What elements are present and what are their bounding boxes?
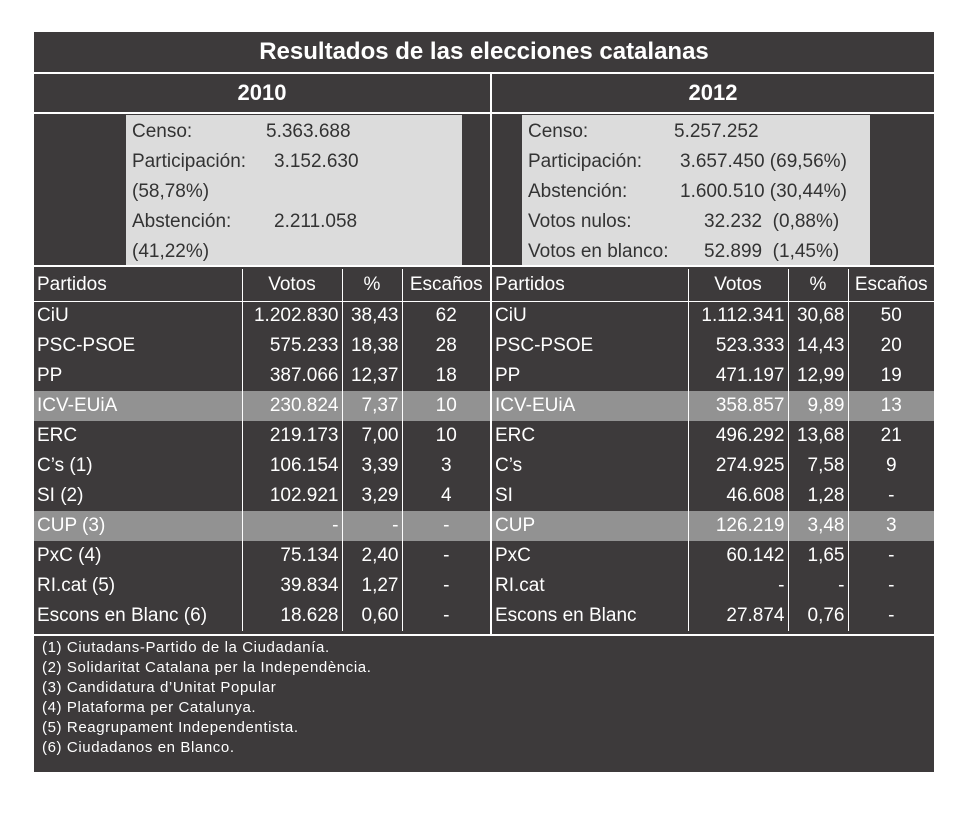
censo-value-2012: 5.257.252 bbox=[674, 121, 759, 142]
column-header: Votos bbox=[688, 269, 788, 301]
table-row bbox=[492, 301, 934, 331]
votes: 1.202.830 bbox=[242, 301, 342, 331]
censo-value-2010: 5.363.688 bbox=[266, 121, 351, 142]
votes: 60.142 bbox=[688, 541, 788, 571]
table-row bbox=[34, 301, 490, 331]
votes: 39.834 bbox=[242, 571, 342, 601]
percent: 7,58 bbox=[788, 451, 848, 481]
seats: - bbox=[443, 545, 450, 566]
seats: 19 bbox=[880, 365, 902, 386]
table-row bbox=[34, 481, 490, 511]
percent: 12,99 bbox=[788, 361, 848, 391]
table-row bbox=[34, 511, 490, 541]
percent: - bbox=[788, 571, 848, 601]
party-name: PP bbox=[34, 361, 242, 391]
votes: - bbox=[688, 571, 788, 601]
footnote: (3) Candidatura d’Unitat Popular bbox=[42, 679, 277, 696]
table-row bbox=[34, 391, 490, 421]
seats: 18 bbox=[435, 365, 457, 386]
percent: 7,00 bbox=[342, 421, 402, 451]
votes: 230.824 bbox=[242, 391, 342, 421]
seats: 10 bbox=[435, 425, 457, 446]
seats: 4 bbox=[440, 485, 452, 506]
abstencion-label-2012: Abstención: bbox=[528, 181, 628, 202]
column-header: Escaños bbox=[848, 269, 934, 301]
column-header: Partidos bbox=[492, 269, 688, 301]
percent: 30,68 bbox=[788, 301, 848, 331]
participacion-value-2010: 3.152.630 bbox=[274, 151, 359, 172]
seats: 3 bbox=[848, 511, 934, 541]
table-header-row bbox=[492, 269, 934, 301]
percent: 0,60 bbox=[342, 601, 402, 631]
party-name: CUP bbox=[492, 511, 688, 541]
year-2010-header: 2010 bbox=[34, 74, 490, 114]
table-row bbox=[34, 421, 490, 451]
party-name: SI bbox=[492, 481, 688, 511]
party-name: CiU bbox=[34, 301, 242, 331]
table-header-row bbox=[34, 269, 490, 301]
table-row bbox=[34, 361, 490, 391]
percent: - bbox=[342, 511, 402, 541]
votes: 575.233 bbox=[242, 331, 342, 361]
table-row bbox=[492, 601, 934, 631]
votes: 46.608 bbox=[688, 481, 788, 511]
votes: 219.173 bbox=[242, 421, 342, 451]
abstencion-pct-2010: (41,22%) bbox=[132, 241, 210, 262]
nulos-label-2012: Votos nulos: bbox=[528, 211, 632, 232]
table-row bbox=[492, 571, 934, 601]
percent: 3,48 bbox=[788, 511, 848, 541]
votes: 126.219 bbox=[688, 511, 788, 541]
results-table-2012 bbox=[492, 269, 934, 631]
percent: 7,37 bbox=[342, 391, 402, 421]
table-row bbox=[492, 391, 934, 421]
censo-label-2012: Censo: bbox=[528, 121, 589, 142]
seats: 3 bbox=[440, 455, 452, 476]
percent: 14,43 bbox=[788, 331, 848, 361]
party-name: CUP (3) bbox=[34, 511, 242, 541]
column-header: % bbox=[342, 269, 402, 301]
percent: 38,43 bbox=[342, 301, 402, 331]
blanco-label-2012: Votos en blanco: bbox=[528, 241, 669, 262]
percent: 1,27 bbox=[342, 571, 402, 601]
table-row bbox=[34, 541, 490, 571]
party-name: Escons en Blanc (6) bbox=[34, 601, 242, 631]
seats: 10 bbox=[402, 391, 490, 421]
percent: 3,29 bbox=[342, 481, 402, 511]
footnote: (4) Plataforma per Catalunya. bbox=[42, 699, 257, 716]
votes: 274.925 bbox=[688, 451, 788, 481]
blanco-value-2012: 52.899 (1,45%) bbox=[704, 241, 840, 262]
votes: - bbox=[242, 511, 342, 541]
seats: 62 bbox=[435, 305, 457, 327]
footnote: (1) Ciutadans-Partido de la Ciudadanía. bbox=[42, 639, 330, 656]
seats: 13 bbox=[848, 391, 934, 421]
party-name: CiU bbox=[492, 301, 688, 331]
percent: 3,39 bbox=[342, 451, 402, 481]
footnote: (6) Ciudadanos en Blanco. bbox=[42, 739, 235, 756]
seats: 21 bbox=[880, 425, 902, 446]
info-2010 bbox=[126, 115, 462, 265]
party-name: SI (2) bbox=[34, 481, 242, 511]
column-header: Votos bbox=[242, 269, 342, 301]
votes: 102.921 bbox=[242, 481, 342, 511]
divider-line bbox=[34, 265, 934, 267]
seats: - bbox=[402, 511, 490, 541]
seats: - bbox=[888, 605, 895, 626]
abstencion-value-2012: 1.600.510 (30,44%) bbox=[680, 181, 847, 202]
results-board bbox=[34, 32, 934, 772]
table-row bbox=[34, 451, 490, 481]
party-name: PSC-PSOE bbox=[34, 331, 242, 361]
party-name: C’s (1) bbox=[34, 451, 242, 481]
table-row bbox=[492, 541, 934, 571]
abstencion-value-2010: 2.211.058 bbox=[274, 211, 358, 232]
party-name: PxC bbox=[492, 541, 688, 571]
participacion-label-2012: Participación: bbox=[528, 151, 643, 172]
votes: 471.197 bbox=[688, 361, 788, 391]
percent: 1,28 bbox=[788, 481, 848, 511]
column-header: % bbox=[788, 269, 848, 301]
table-row bbox=[492, 361, 934, 391]
seats: 28 bbox=[435, 335, 457, 356]
votes: 358.857 bbox=[688, 391, 788, 421]
page-title: Resultados de las elecciones catalanas bbox=[34, 32, 934, 74]
seats: - bbox=[888, 485, 895, 506]
table-row bbox=[492, 331, 934, 361]
seats: - bbox=[443, 575, 450, 596]
column-header: Partidos bbox=[34, 269, 242, 301]
divider-line bbox=[34, 634, 934, 636]
votes: 1.112.341 bbox=[688, 301, 788, 331]
party-name: C’s bbox=[492, 451, 688, 481]
seats: - bbox=[888, 545, 895, 566]
party-name: ERC bbox=[492, 421, 688, 451]
nulos-value-2012: 32.232 (0,88%) bbox=[704, 211, 840, 232]
percent: 18,38 bbox=[342, 331, 402, 361]
seats: 20 bbox=[880, 335, 902, 356]
votes: 387.066 bbox=[242, 361, 342, 391]
party-name: ERC bbox=[34, 421, 242, 451]
party-name: RI.cat bbox=[492, 571, 688, 601]
results-table-2010 bbox=[34, 269, 490, 631]
party-name: PxC (4) bbox=[34, 541, 242, 571]
year-2012-header: 2012 bbox=[492, 74, 934, 114]
votes: 75.134 bbox=[242, 541, 342, 571]
percent: 2,40 bbox=[342, 541, 402, 571]
footnote: (2) Solidaritat Catalana per la Independència. bbox=[42, 659, 372, 676]
seats: - bbox=[888, 575, 895, 596]
percent: 1,65 bbox=[788, 541, 848, 571]
abstencion-label-2010: Abstención: bbox=[132, 211, 232, 232]
seats: - bbox=[443, 605, 450, 626]
percent: 0,76 bbox=[788, 601, 848, 631]
table-row bbox=[492, 451, 934, 481]
participacion-pct-2010: (58,78%) bbox=[132, 181, 210, 202]
votes: 27.874 bbox=[688, 601, 788, 631]
table-row bbox=[34, 601, 490, 631]
party-name: RI.cat (5) bbox=[34, 571, 242, 601]
party-name: PP bbox=[492, 361, 688, 391]
votes: 106.154 bbox=[242, 451, 342, 481]
participacion-value-2012: 3.657.450 (69,56%) bbox=[680, 151, 847, 172]
table-row bbox=[34, 571, 490, 601]
party-name: ICV-EUiA bbox=[34, 391, 242, 421]
column-header: Escaños bbox=[402, 269, 490, 301]
footnote: (5) Reagrupament Independentista. bbox=[42, 719, 299, 736]
participacion-label-2010: Participación: bbox=[132, 151, 247, 172]
party-name: Escons en Blanc bbox=[492, 601, 688, 631]
censo-label-2010: Censo: bbox=[132, 121, 193, 142]
table-row bbox=[492, 511, 934, 541]
footnotes bbox=[42, 638, 371, 758]
table-row bbox=[492, 421, 934, 451]
percent: 9,89 bbox=[788, 391, 848, 421]
votes: 496.292 bbox=[688, 421, 788, 451]
table-row bbox=[492, 481, 934, 511]
votes: 523.333 bbox=[688, 331, 788, 361]
info-2012 bbox=[522, 115, 870, 265]
votes: 18.628 bbox=[242, 601, 342, 631]
party-name: ICV-EUiA bbox=[492, 391, 688, 421]
seats: 9 bbox=[885, 455, 897, 476]
percent: 13,68 bbox=[788, 421, 848, 451]
seats: 50 bbox=[880, 305, 902, 327]
table-row bbox=[34, 331, 490, 361]
percent: 12,37 bbox=[342, 361, 402, 391]
party-name: PSC-PSOE bbox=[492, 331, 688, 361]
